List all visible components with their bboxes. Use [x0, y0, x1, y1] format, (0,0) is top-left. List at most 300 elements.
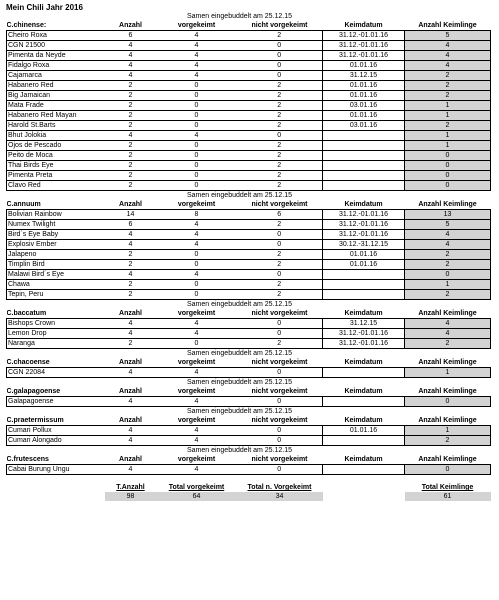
- vorgekeimt-value: 4: [157, 329, 237, 339]
- column-header-anzahl: Anzahl: [119, 456, 142, 463]
- variety-name: Lemon Drop: [7, 329, 105, 339]
- variety-name: Habanero Red: [7, 81, 105, 91]
- keimlinge-count: 2: [405, 121, 491, 131]
- column-header-nicht-vorgekeimt: nicht vorgekeimt: [251, 22, 308, 29]
- total-nicht-vorgekeimt-label: Total n. Vorgekeimt: [247, 484, 312, 491]
- vorgekeimt-value: 0: [157, 151, 237, 161]
- variety-name: Cumari Pollux: [7, 426, 105, 436]
- nicht-vorgekeimt-value: 2: [237, 339, 323, 349]
- column-header-vorgekeimt: vorgekeimt: [177, 456, 216, 463]
- nicht-vorgekeimt-value: 0: [237, 131, 323, 141]
- note-spacer-cell: [405, 378, 491, 388]
- vorgekeimt-value: 0: [157, 290, 237, 300]
- keimdatum-value: 31.12.15: [323, 71, 405, 81]
- table-row: [7, 220, 491, 230]
- keimlinge-count: 4: [405, 329, 491, 339]
- variety-name: Tepin, Peru: [7, 290, 105, 300]
- group-header-row: [7, 455, 491, 465]
- keimdatum-value: [323, 465, 405, 475]
- column-header-vorgekeimt: vorgekeimt: [177, 359, 216, 366]
- table-row: [7, 121, 491, 131]
- variety-name: Bishops Crown: [7, 319, 105, 329]
- keimlinge-count: 2: [405, 71, 491, 81]
- nicht-vorgekeimt-value: 2: [237, 161, 323, 171]
- group-name: C.baccatum: [7, 309, 105, 319]
- note-spacer-cell: [7, 378, 105, 388]
- variety-name: Explosiv Ember: [7, 240, 105, 250]
- nicht-vorgekeimt-value: 2: [237, 290, 323, 300]
- keimdatum-value: 31.12.-01.01.16: [323, 329, 405, 339]
- table-row: [7, 111, 491, 121]
- vorgekeimt-value: 4: [157, 426, 237, 436]
- anzahl-value: 2: [105, 181, 157, 191]
- anzahl-value: 6: [105, 31, 157, 41]
- gap-cell: [323, 475, 405, 484]
- nicht-vorgekeimt-value: 2: [237, 260, 323, 270]
- anzahl-value: 4: [105, 329, 157, 339]
- keimlinge-count: 4: [405, 240, 491, 250]
- keimlinge-count: 4: [405, 61, 491, 71]
- column-header-anzahl: Anzahl: [119, 22, 142, 29]
- keimdatum-value: 30.12.-31.12.15: [323, 240, 405, 250]
- anzahl-value: 4: [105, 270, 157, 280]
- sowing-note: Samen eingebuddelt am 25.12.15: [186, 447, 293, 454]
- keimlinge-count: 1: [405, 101, 491, 111]
- keimlinge-count: 0: [405, 161, 491, 171]
- keimlinge-count: 5: [405, 220, 491, 230]
- column-header-keimdatum: Keimdatum: [344, 456, 383, 463]
- variety-name: Harold St.Barts: [7, 121, 105, 131]
- keimdatum-value: 01.01.16: [323, 260, 405, 270]
- anzahl-value: 6: [105, 220, 157, 230]
- variety-name: CGN 22084: [7, 368, 105, 378]
- note-spacer-cell: [405, 446, 491, 456]
- keimlinge-count: 1: [405, 426, 491, 436]
- keimdatum-value: 31.12.-01.01.16: [323, 339, 405, 349]
- keimlinge-count: 5: [405, 31, 491, 41]
- note-spacer-cell: [7, 446, 105, 456]
- keimlinge-count: 2: [405, 260, 491, 270]
- vorgekeimt-value: 0: [157, 161, 237, 171]
- column-header-anzahl-keimlinge: Anzahl Keimlinge: [405, 309, 491, 319]
- sowing-note: Samen eingebuddelt am 25.12.15: [186, 192, 293, 199]
- vorgekeimt-value: 0: [157, 260, 237, 270]
- variety-name: Jalapeno: [7, 250, 105, 260]
- variety-name: Fidalgo Roxa: [7, 61, 105, 71]
- column-header-anzahl: Anzahl: [119, 417, 142, 424]
- nicht-vorgekeimt-value: 0: [237, 270, 323, 280]
- column-header-anzahl: Anzahl: [119, 201, 142, 208]
- column-header-anzahl-keimlinge: Anzahl Keimlinge: [405, 21, 491, 31]
- nicht-vorgekeimt-value: 0: [237, 319, 323, 329]
- column-header-keimdatum: Keimdatum: [344, 359, 383, 366]
- keimlinge-count: 2: [405, 91, 491, 101]
- nicht-vorgekeimt-value: 0: [237, 240, 323, 250]
- keimdatum-value: 31.12.-01.01.16: [323, 220, 405, 230]
- table-row: [7, 61, 491, 71]
- vorgekeimt-value: 4: [157, 270, 237, 280]
- vorgekeimt-value: 4: [157, 31, 237, 41]
- table-row: [7, 230, 491, 240]
- note-spacer-cell: [105, 349, 157, 359]
- keimlinge-count: 1: [405, 368, 491, 378]
- keimlinge-count: 1: [405, 141, 491, 151]
- note-spacer-cell: [7, 407, 105, 417]
- table-row: [7, 436, 491, 446]
- variety-name: Cumari Alongado: [7, 436, 105, 446]
- keimlinge-count: 4: [405, 319, 491, 329]
- note-spacer-cell: [323, 349, 405, 359]
- chili-sheet-table: [6, 12, 491, 501]
- vorgekeimt-value: 0: [157, 101, 237, 111]
- note-spacer-cell: [105, 191, 157, 201]
- keimdatum-value: [323, 436, 405, 446]
- note-spacer-cell: [105, 12, 157, 21]
- table-row: [7, 210, 491, 220]
- nicht-vorgekeimt-value: 0: [237, 71, 323, 81]
- anzahl-value: 2: [105, 101, 157, 111]
- total-nicht-vorgekeimt-value: 34: [237, 492, 323, 501]
- table-row: [7, 151, 491, 161]
- column-header-nicht-vorgekeimt: nicht vorgekeimt: [251, 359, 308, 366]
- table-row: [7, 81, 491, 91]
- column-header-nicht-vorgekeimt: nicht vorgekeimt: [251, 456, 308, 463]
- totals-spacer-cell: [7, 492, 105, 501]
- keimdatum-value: [323, 151, 405, 161]
- table-row: [7, 250, 491, 260]
- column-header-vorgekeimt: vorgekeimt: [177, 417, 216, 424]
- keimlinge-count: 2: [405, 339, 491, 349]
- nicht-vorgekeimt-value: 2: [237, 181, 323, 191]
- totals-gap-row: [7, 475, 491, 484]
- page-title: Mein Chili Jahr 2016: [6, 3, 83, 12]
- keimdatum-value: 31.12.-01.01.16: [323, 31, 405, 41]
- note-spacer-cell: [105, 446, 157, 456]
- keimdatum-value: [323, 181, 405, 191]
- anzahl-value: 4: [105, 465, 157, 475]
- variety-name: Pimenta da Neyde: [7, 51, 105, 61]
- vorgekeimt-value: 0: [157, 339, 237, 349]
- variety-name: Bird´s Eye Baby: [7, 230, 105, 240]
- anzahl-value: 2: [105, 111, 157, 121]
- keimdatum-value: [323, 171, 405, 181]
- keimdatum-value: [323, 141, 405, 151]
- group-name: C.galapagoense: [7, 387, 105, 397]
- nicht-vorgekeimt-value: 2: [237, 111, 323, 121]
- sowing-note-row: [7, 300, 491, 310]
- table-row: [7, 171, 491, 181]
- nicht-vorgekeimt-value: 2: [237, 171, 323, 181]
- sowing-note: Samen eingebuddelt am 25.12.15: [186, 13, 293, 20]
- vorgekeimt-value: 0: [157, 181, 237, 191]
- column-header-anzahl: Anzahl: [119, 388, 142, 395]
- table-row: [7, 31, 491, 41]
- column-header-vorgekeimt: vorgekeimt: [177, 388, 216, 395]
- nicht-vorgekeimt-value: 2: [237, 280, 323, 290]
- group-header-row: [7, 21, 491, 31]
- note-spacer-cell: [405, 300, 491, 310]
- keimdatum-value: 31.12.-01.01.16: [323, 210, 405, 220]
- gap-cell: [105, 475, 157, 484]
- nicht-vorgekeimt-value: 2: [237, 31, 323, 41]
- anzahl-value: 2: [105, 81, 157, 91]
- variety-name: Clavo Red: [7, 181, 105, 191]
- totals-value-row: [7, 492, 491, 501]
- anzahl-value: 4: [105, 131, 157, 141]
- variety-name: Galapagoense: [7, 397, 105, 407]
- column-header-anzahl-keimlinge: Anzahl Keimlinge: [405, 455, 491, 465]
- anzahl-value: 4: [105, 240, 157, 250]
- table-row: [7, 426, 491, 436]
- nicht-vorgekeimt-value: 2: [237, 250, 323, 260]
- column-header-keimdatum: Keimdatum: [344, 201, 383, 208]
- note-spacer-cell: [323, 12, 405, 21]
- anzahl-value: 2: [105, 91, 157, 101]
- anzahl-value: 2: [105, 151, 157, 161]
- anzahl-value: 2: [105, 141, 157, 151]
- column-header-vorgekeimt: vorgekeimt: [177, 310, 216, 317]
- vorgekeimt-value: 4: [157, 436, 237, 446]
- variety-name: Chawa: [7, 280, 105, 290]
- anzahl-value: 4: [105, 230, 157, 240]
- anzahl-value: 2: [105, 260, 157, 270]
- keimdatum-value: 31.12.-01.01.16: [323, 51, 405, 61]
- keimdatum-value: [323, 397, 405, 407]
- anzahl-value: 4: [105, 436, 157, 446]
- keimdatum-value: 01.01.16: [323, 426, 405, 436]
- vorgekeimt-value: 0: [157, 171, 237, 181]
- gap-cell: [405, 475, 491, 484]
- sowing-note: Samen eingebuddelt am 25.12.15: [186, 301, 293, 308]
- keimlinge-count: 0: [405, 270, 491, 280]
- sowing-note-row: [7, 12, 491, 21]
- vorgekeimt-value: 4: [157, 240, 237, 250]
- anzahl-value: 4: [105, 426, 157, 436]
- keimlinge-count: 0: [405, 151, 491, 161]
- variety-name: Cheiro Roxa: [7, 31, 105, 41]
- nicht-vorgekeimt-value: 2: [237, 81, 323, 91]
- vorgekeimt-value: 4: [157, 41, 237, 51]
- keimdatum-value: 01.01.16: [323, 91, 405, 101]
- totals-spacer-cell: [323, 492, 405, 501]
- keimdatum-value: [323, 161, 405, 171]
- vorgekeimt-value: 0: [157, 280, 237, 290]
- table-row: [7, 339, 491, 349]
- variety-name: Cabai Burung Ungu: [7, 465, 105, 475]
- sowing-note-row: [7, 378, 491, 388]
- vorgekeimt-value: 4: [157, 51, 237, 61]
- table-row: [7, 141, 491, 151]
- keimdatum-value: 01.01.16: [323, 250, 405, 260]
- keimlinge-count: 13: [405, 210, 491, 220]
- keimlinge-count: 4: [405, 51, 491, 61]
- anzahl-value: 4: [105, 61, 157, 71]
- keimdatum-value: 31.12.-01.01.16: [323, 41, 405, 51]
- keimlinge-count: 4: [405, 41, 491, 51]
- table-row: [7, 465, 491, 475]
- group-name: C.annuum: [7, 200, 105, 210]
- table-row: [7, 319, 491, 329]
- sowing-note-row: [7, 191, 491, 201]
- vorgekeimt-value: 8: [157, 210, 237, 220]
- anzahl-value: 2: [105, 339, 157, 349]
- keimlinge-count: 2: [405, 436, 491, 446]
- nicht-vorgekeimt-value: 0: [237, 41, 323, 51]
- anzahl-value: 4: [105, 397, 157, 407]
- anzahl-value: 4: [105, 319, 157, 329]
- note-spacer-cell: [323, 407, 405, 417]
- table-row: [7, 131, 491, 141]
- table-row: [7, 181, 491, 191]
- group-name: C.frutescens: [7, 455, 105, 465]
- keimlinge-count: 1: [405, 280, 491, 290]
- keimlinge-count: 0: [405, 465, 491, 475]
- variety-name: CGN 21500: [7, 41, 105, 51]
- column-header-anzahl: Anzahl: [119, 310, 142, 317]
- anzahl-value: 4: [105, 71, 157, 81]
- variety-name: Bhut Jolokia: [7, 131, 105, 141]
- table-row: [7, 280, 491, 290]
- table-row: [7, 51, 491, 61]
- anzahl-value: 2: [105, 121, 157, 131]
- variety-name: Peito de Moca: [7, 151, 105, 161]
- column-header-keimdatum: Keimdatum: [344, 417, 383, 424]
- table-row: [7, 290, 491, 300]
- nicht-vorgekeimt-value: 2: [237, 101, 323, 111]
- variety-name: Big Jamaican: [7, 91, 105, 101]
- totals-label-row: [7, 483, 491, 492]
- table-row: [7, 91, 491, 101]
- keimlinge-count: 0: [405, 181, 491, 191]
- anzahl-value: 2: [105, 171, 157, 181]
- gap-cell: [7, 475, 105, 484]
- keimdatum-value: 01.01.16: [323, 111, 405, 121]
- vorgekeimt-value: 4: [157, 131, 237, 141]
- column-header-anzahl: Anzahl: [119, 359, 142, 366]
- vorgekeimt-value: 0: [157, 111, 237, 121]
- keimdatum-value: 01.01.16: [323, 81, 405, 91]
- totals-spacer-cell: [7, 483, 105, 492]
- vorgekeimt-value: 4: [157, 71, 237, 81]
- total-vorgekeimt-label: Total vorgekeimt: [168, 484, 225, 491]
- vorgekeimt-value: 0: [157, 141, 237, 151]
- nicht-vorgekeimt-value: 0: [237, 61, 323, 71]
- column-header-anzahl-keimlinge: Anzahl Keimlinge: [405, 387, 491, 397]
- column-header-anzahl-keimlinge: Anzahl Keimlinge: [405, 416, 491, 426]
- sowing-note-row: [7, 407, 491, 417]
- nicht-vorgekeimt-value: 2: [237, 220, 323, 230]
- table-row: [7, 71, 491, 81]
- table-row: [7, 329, 491, 339]
- table-row: [7, 368, 491, 378]
- note-spacer-cell: [105, 300, 157, 310]
- table-row: [7, 270, 491, 280]
- vorgekeimt-value: 4: [157, 368, 237, 378]
- note-spacer-cell: [405, 407, 491, 417]
- group-name: C.chacoense: [7, 358, 105, 368]
- keimlinge-count: 4: [405, 230, 491, 240]
- nicht-vorgekeimt-value: 6: [237, 210, 323, 220]
- note-spacer-cell: [405, 12, 491, 21]
- gap-cell: [157, 475, 237, 484]
- variety-name: Habanero Red Mayan: [7, 111, 105, 121]
- total-anzahl-value: 98: [105, 492, 157, 501]
- column-header-keimdatum: Keimdatum: [344, 388, 383, 395]
- keimlinge-count: 2: [405, 81, 491, 91]
- column-header-vorgekeimt: vorgekeimt: [177, 201, 216, 208]
- vorgekeimt-value: 4: [157, 61, 237, 71]
- keimdatum-value: [323, 270, 405, 280]
- total-keimlinge-value: 61: [405, 492, 491, 501]
- keimlinge-count: 1: [405, 131, 491, 141]
- table-row: [7, 397, 491, 407]
- note-spacer-cell: [7, 12, 105, 21]
- table-row: [7, 260, 491, 270]
- keimdatum-value: 03.01.16: [323, 101, 405, 111]
- vorgekeimt-value: 0: [157, 121, 237, 131]
- column-header-nicht-vorgekeimt: nicht vorgekeimt: [251, 388, 308, 395]
- column-header-vorgekeimt: vorgekeimt: [177, 22, 216, 29]
- anzahl-value: 14: [105, 210, 157, 220]
- total-keimlinge-label: Total Keimlinge: [421, 484, 474, 491]
- anzahl-value: 4: [105, 368, 157, 378]
- group-name: C.chinense:: [7, 21, 105, 31]
- total-anzahl-label: T.Anzahl: [116, 484, 145, 491]
- nicht-vorgekeimt-value: 0: [237, 465, 323, 475]
- table-row: [7, 41, 491, 51]
- note-spacer-cell: [7, 349, 105, 359]
- group-header-row: [7, 416, 491, 426]
- group-header-row: [7, 309, 491, 319]
- column-header-nicht-vorgekeimt: nicht vorgekeimt: [251, 201, 308, 208]
- nicht-vorgekeimt-value: 2: [237, 91, 323, 101]
- keimlinge-count: 2: [405, 290, 491, 300]
- group-header-row: [7, 200, 491, 210]
- variety-name: Pimenta Preta: [7, 171, 105, 181]
- sowing-note: Samen eingebuddelt am 25.12.15: [186, 408, 293, 415]
- sowing-note: Samen eingebuddelt am 25.12.15: [186, 379, 293, 386]
- keimdatum-value: 01.01.16: [323, 61, 405, 71]
- keimlinge-count: 0: [405, 397, 491, 407]
- table-row: [7, 161, 491, 171]
- keimdatum-value: [323, 290, 405, 300]
- note-spacer-cell: [7, 300, 105, 310]
- column-header-anzahl-keimlinge: Anzahl Keimlinge: [405, 200, 491, 210]
- variety-name: Cajamarca: [7, 71, 105, 81]
- keimdatum-value: [323, 368, 405, 378]
- note-spacer-cell: [405, 191, 491, 201]
- anzahl-value: 2: [105, 250, 157, 260]
- variety-name: Thai Birds Eye: [7, 161, 105, 171]
- table-row: [7, 101, 491, 111]
- nicht-vorgekeimt-value: 2: [237, 141, 323, 151]
- anzahl-value: 4: [105, 41, 157, 51]
- vorgekeimt-value: 4: [157, 465, 237, 475]
- column-header-nicht-vorgekeimt: nicht vorgekeimt: [251, 310, 308, 317]
- vorgekeimt-value: 0: [157, 250, 237, 260]
- keimdatum-value: 31.12.-01.01.16: [323, 230, 405, 240]
- group-name: C.praetermissum: [7, 416, 105, 426]
- group-header-row: [7, 387, 491, 397]
- vorgekeimt-value: 0: [157, 81, 237, 91]
- sowing-note-row: [7, 446, 491, 456]
- vorgekeimt-value: 4: [157, 220, 237, 230]
- vorgekeimt-value: 4: [157, 397, 237, 407]
- keimdatum-value: [323, 280, 405, 290]
- total-vorgekeimt-value: 64: [157, 492, 237, 501]
- note-spacer-cell: [323, 378, 405, 388]
- variety-name: Bolivian Rainbow: [7, 210, 105, 220]
